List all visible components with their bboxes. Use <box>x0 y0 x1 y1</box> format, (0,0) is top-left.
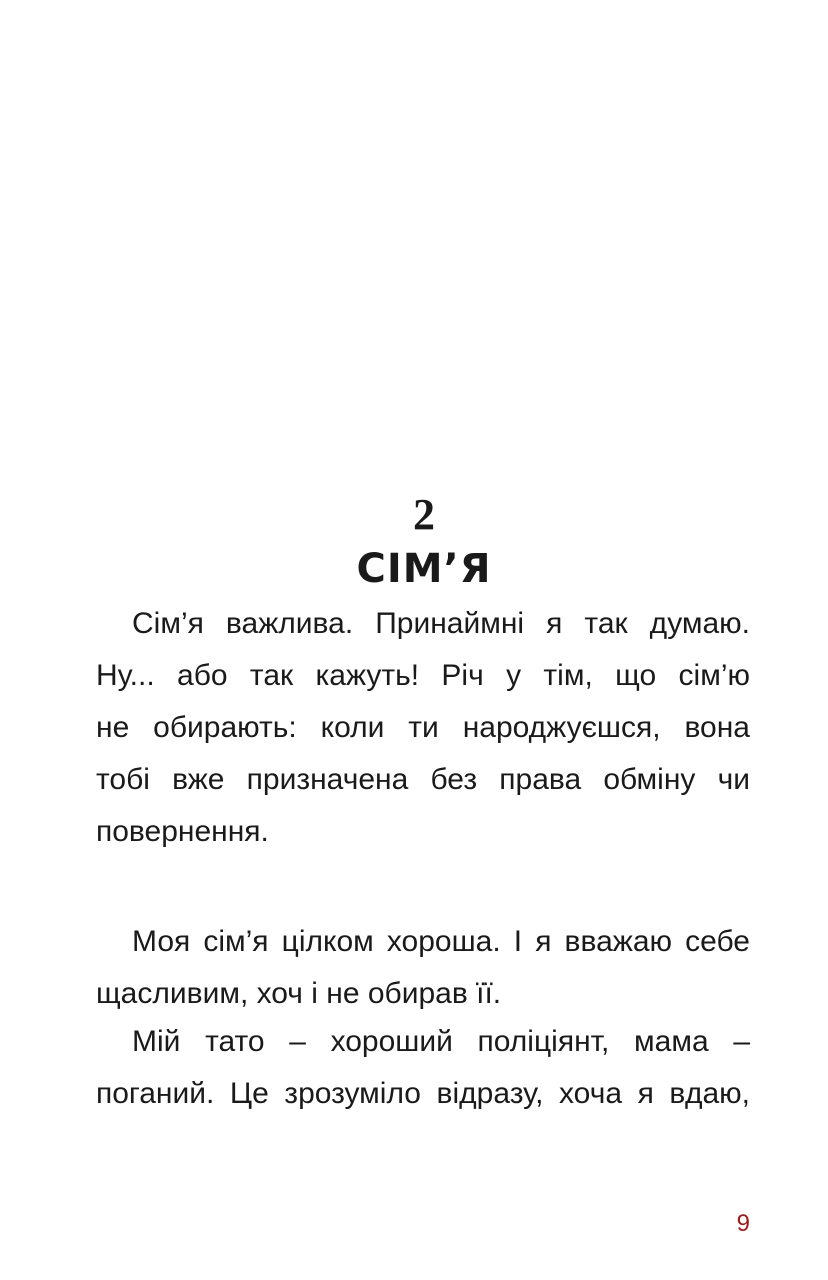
page-number: 9 <box>736 1210 750 1237</box>
paragraph-line: поганий. Це зрозуміло відразу, хоча я вдаю, <box>96 1077 750 1110</box>
paragraph-line: Моя сім’я цілком хороша. І я вважаю себе <box>132 925 750 958</box>
paragraph-line: не обирають: коли ти народжуєшся, вона <box>96 711 750 744</box>
paragraph-line: повернення. <box>96 815 269 848</box>
paragraph-3 <box>96 1016 750 1120</box>
chapter-number: 2 <box>413 490 435 539</box>
paragraph-line: щасливим, хоч і не обирав її. <box>96 977 502 1010</box>
paragraph-line: Ну... або так кажуть! Річ у тім, що сім’ю <box>96 659 750 692</box>
paragraph-1 <box>96 598 750 858</box>
paragraph-line: тобі вже призначена без права обміну чи <box>96 763 750 796</box>
paragraph-2 <box>96 916 750 1020</box>
chapter-title: СІМ’Я <box>356 546 492 592</box>
paragraph-line: Мій тато – хороший поліціянт, мама – <box>132 1025 750 1058</box>
paragraph-line: Сім’я важлива. Принаймні я так думаю. <box>132 607 750 640</box>
